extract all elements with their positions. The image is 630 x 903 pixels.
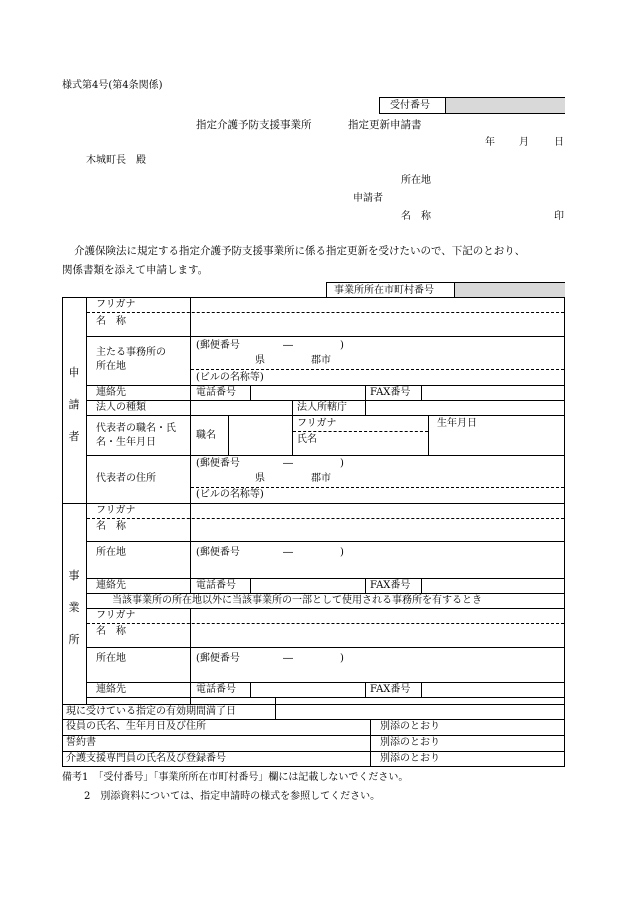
officers-label: 役員の氏名、生年月日及び住所 [66,721,206,732]
corp-type-label: 法人の種類 [96,402,146,413]
municipality-number-label: 事業所所在市町村番号 [334,285,434,296]
rep-name-label: 氏名 [297,434,317,445]
applicant-label: 申請者 [353,193,383,204]
sub-office-furigana-label: フリガナ [96,610,136,621]
receipt-number-box [379,97,565,114]
sub-office-fax-label: FAX番号 [370,684,411,695]
office-address-label-line2: 所在地 [96,361,126,372]
office-name-field[interactable] [191,519,564,541]
sub-office-contact-label: 連絡先 [96,684,126,695]
officers-value: 別添のとおり [380,721,440,732]
rep-postal-close: ) [340,458,344,469]
rep-address-label: 代表者の住所 [96,473,156,484]
corp-authority-label: 法人所轄庁 [297,402,347,413]
applicant-name-field[interactable] [191,313,564,335]
form-number: 様式第4号(第4条関係) [62,80,163,91]
applicant-furigana-field[interactable] [191,298,564,311]
applicant-county-city-label: 郡市 [311,355,331,366]
form-title-right: 指定更新申請書 [348,119,422,131]
office-furigana-field[interactable] [191,504,564,517]
rep-birth-label: 生年月日 [437,418,477,429]
care-managers-value: 別添のとおり [380,753,440,764]
office-furigana-label: フリガナ [96,505,136,516]
applicant-address-label: 所在地 [401,175,431,186]
applicant-building-label: (ビルの名称等) [196,372,264,383]
rep-building-label: (ビルの名称等) [196,489,264,500]
date-month: 月 [519,137,529,148]
rep-furigana-label: フリガナ [297,418,337,429]
pledge-value: 別添のとおり [380,737,440,748]
office-name-label: 名 称 [96,521,126,532]
office-address-label: 所在地 [96,547,126,558]
rep-postal-dash: ― [283,458,293,469]
other-office-note: 当該事業所の所在地以外に当該事業所の一部として使用される事務所を有するとき [112,595,482,606]
note-2: 2 別添資料については、指定申請時の様式を参照してください。 [84,791,381,802]
sub-office-postal-label: (郵便番号 [196,653,240,664]
date-day: 日 [554,137,564,148]
office-postal-close: ) [340,547,344,558]
applicant-prefecture-label: 県 [255,355,265,366]
applicant-postal-close: ) [340,340,344,351]
municipality-number-field[interactable] [455,283,565,298]
sub-office-name-field[interactable] [191,624,564,646]
sub-office-furigana-field[interactable] [191,609,564,622]
corp-type-field[interactable] [191,401,291,414]
applicant-side-label: 申 請 者 [68,366,80,443]
receipt-number-label: 受付番号 [390,100,430,111]
sub-office-phone-field[interactable] [251,683,364,696]
municipality-number-box [326,282,565,298]
office-fax-field[interactable] [422,579,564,592]
receipt-number-field[interactable] [446,98,565,113]
sub-office-address-label: 所在地 [96,653,126,664]
rep-postal-label: (郵便番号 [196,458,240,469]
applicant-fax-field[interactable] [422,386,564,399]
applicant-name-row-label: 名 称 [96,316,126,327]
office-side-label: 事 業 所 [68,569,80,646]
care-managers-label: 介護支援専門員の氏名及び登録番号 [66,753,226,764]
office-postal-dash: ― [283,547,293,558]
applicant-contact-label: 連絡先 [96,387,126,398]
sub-office-name-label: 名 称 [96,626,126,637]
seal-mark: 印 [554,211,564,222]
office-fax-label: FAX番号 [370,580,411,591]
applicant-postal-dash: ― [283,340,293,351]
sub-office-fax-field[interactable] [422,683,564,696]
note-1: 備考1 「受付番号」「事業所所在市町村番号」欄には記載しないでください。 [62,772,409,783]
applicant-name-label: 名 称 [401,211,431,222]
office-contact-label: 連絡先 [96,580,126,591]
rep-county-city-label: 郡市 [311,473,331,484]
intro-text-line1: 介護保険法に規定する指定介護予防支援事業所に係る指定更新を受けたいので、下記のとおり、 [74,245,526,257]
intro-text-line2: 関係書類を添えて申請します。 [62,264,209,276]
sub-office-postal-close: ) [340,653,344,664]
rep-position-label: 職名 [196,430,216,441]
expiry-date-field[interactable] [276,705,564,718]
applicant-postal-label: (郵便番号 [196,340,240,351]
office-phone-field[interactable] [251,579,364,592]
pledge-label: 誓約書 [66,737,96,748]
office-phone-label: 電話番号 [196,580,236,591]
office-address-label-line1: 主たる事務所の [96,347,166,358]
applicant-phone-field[interactable] [251,386,364,399]
office-postal-label: (郵便番号 [196,547,240,558]
representative-label-line2: 名・生年月日 [96,437,156,448]
corp-authority-field[interactable] [366,401,564,414]
form-title-left: 指定介護予防支援事業所 [196,119,312,131]
sub-office-postal-dash: ― [283,653,293,664]
applicant-phone-label: 電話番号 [196,387,236,398]
applicant-fax-label: FAX番号 [370,387,411,398]
rep-position-field[interactable] [229,416,291,454]
date-year: 年 [485,137,495,148]
addressee: 木城町長 殿 [86,155,146,166]
sub-office-phone-label: 電話番号 [196,684,236,695]
representative-label-line1: 代表者の職名・氏 [96,423,176,434]
rep-prefecture-label: 県 [255,473,265,484]
expiry-date-label: 現に受けている指定の有効期間満了日 [66,706,236,717]
applicant-furigana-label: フリガナ [96,299,136,310]
